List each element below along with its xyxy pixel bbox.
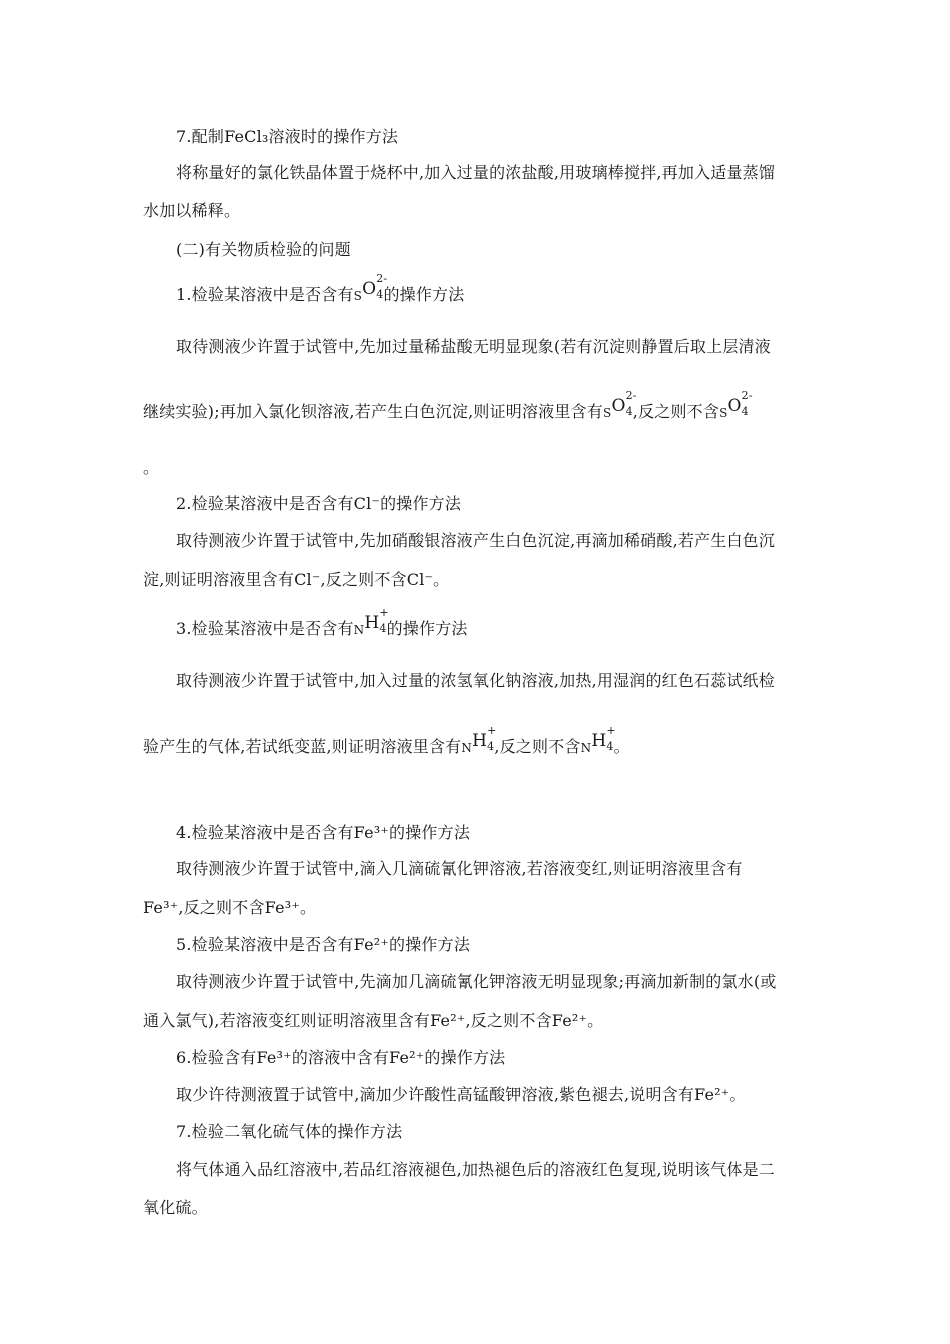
paragraph-fe3-line2: Fe³⁺,反之则不含Fe³⁺。 xyxy=(143,898,317,917)
heading-ammonium-test xyxy=(176,606,468,642)
paragraph-ammonium-line2-text: 验产生的气体,若试纸变蓝,则证明溶液里含有 xyxy=(143,737,462,756)
paragraph-fe2-line2: 通入氯气),若溶液变红则证明溶液里含有Fe²⁺,反之则不含Fe²⁺。 xyxy=(143,1011,604,1030)
sulfate-ion-formula: SO 2- 4 xyxy=(719,389,753,420)
paragraph-sulfate-line2-text: 继续实验);再加入氯化钡溶液,若产生白色沉淀,则证明溶液里含有 xyxy=(143,402,604,421)
paragraph-sulfate-line2-negation: ,反之则不含 xyxy=(632,402,720,421)
paragraph-sulfate-line3: 。 xyxy=(143,458,160,477)
paragraph-sulfate-line1: 取待测液少许置于试管中,先加过量稀盐酸无明显现象(若有沉淀则静置后取上层清液 xyxy=(176,337,771,356)
heading-sulfate-test xyxy=(176,272,465,308)
heading-fe2-test: 5.检验某溶液中是否含有Fe²⁺的操作方法 xyxy=(176,935,471,954)
paragraph-ammonium-line2-end: 。 xyxy=(613,737,630,756)
heading-ammonium-test-prefix: 3.检验某溶液中是否含有 xyxy=(176,619,354,638)
paragraph-ammonium-line2 xyxy=(143,724,630,760)
ammonium-ion-formula: NH + 4 xyxy=(353,606,389,637)
paragraph-prepare-fecl3-line2: 水加以稀释。 xyxy=(143,201,241,220)
heading-fe3-test: 4.检验某溶液中是否含有Fe³⁺的操作方法 xyxy=(176,823,471,842)
heading-ammonium-test-suffix: 的操作方法 xyxy=(386,619,468,638)
paragraph-prepare-fecl3-line1: 将称量好的氯化铁晶体置于烧杯中,加入过量的浓盐酸,用玻璃棒搅拌,再加入适量蒸馏 xyxy=(176,163,776,182)
sulfate-ion-formula: SO 2- 4 xyxy=(603,389,637,420)
heading-sulfate-test-prefix: 1.检验某溶液中是否含有 xyxy=(176,285,354,304)
paragraph-fe2-in-fe3-line1: 取少许待测液置于试管中,滴加少许酸性高锰酸钾溶液,紫色褪去,说明含有Fe²⁺。 xyxy=(176,1085,746,1104)
paragraph-so2-line2: 氧化硫。 xyxy=(143,1198,208,1217)
ammonium-ion-formula: NH + 4 xyxy=(580,724,616,755)
paragraph-ammonium-line2-negation: ,反之则不含 xyxy=(494,737,581,756)
ammonium-ion-formula: NH + 4 xyxy=(461,724,497,755)
paragraph-fe3-line1: 取待测液少许置于试管中,滴入几滴硫氰化钾溶液,若溶液变红,则证明溶液里含有 xyxy=(176,859,743,878)
section-heading-substance-tests: (二)有关物质检验的问题 xyxy=(176,240,351,259)
heading-so2-test: 7.检验二氧化硫气体的操作方法 xyxy=(176,1122,403,1141)
paragraph-chloride-line2: 淀,则证明溶液里含有Cl⁻,反之则不含Cl⁻。 xyxy=(143,570,450,589)
sulfate-ion-formula: SO 2- 4 xyxy=(353,272,388,303)
heading-sulfate-test-suffix: 的操作方法 xyxy=(383,285,465,304)
paragraph-sulfate-line2 xyxy=(143,389,753,425)
paragraph-so2-line1: 将气体通入品红溶液中,若品红溶液褪色,加热褪色后的溶液红色复现,说明该气体是二 xyxy=(176,1160,776,1179)
paragraph-ammonium-line1: 取待测液少许置于试管中,加入过量的浓氢氧化钠溶液,加热,用湿润的红色石蕊试纸检 xyxy=(176,671,776,690)
heading-fe2-in-fe3-test: 6.检验含有Fe³⁺的溶液中含有Fe²⁺的操作方法 xyxy=(176,1048,506,1067)
heading-chloride-test: 2.检验某溶液中是否含有Cl⁻的操作方法 xyxy=(176,494,462,513)
paragraph-chloride-line1: 取待测液少许置于试管中,先加硝酸银溶液产生白色沉淀,再滴加稀硝酸,若产生白色沉 xyxy=(176,531,776,550)
paragraph-fe2-line1: 取待测液少许置于试管中,先滴加几滴硫氰化钾溶液无明显现象;再滴加新制的氯水(或 xyxy=(176,972,777,991)
heading-prepare-fecl3: 7.配制FeCl₃溶液时的操作方法 xyxy=(176,127,399,146)
